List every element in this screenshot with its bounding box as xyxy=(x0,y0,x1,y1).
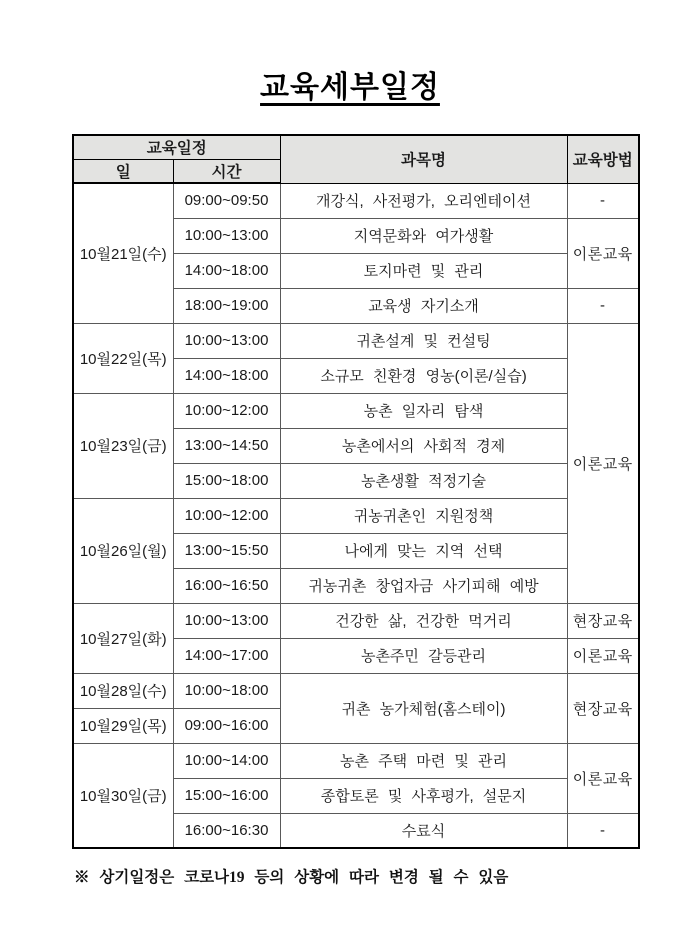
subject-cell: 종합토론 및 사후평가, 설문지 xyxy=(280,778,567,813)
header-subject: 과목명 xyxy=(280,135,567,183)
day-cell: 10월22일(목) xyxy=(73,323,173,393)
time-cell: 09:00~16:00 xyxy=(173,708,280,743)
subject-cell: 토지마련 및 관리 xyxy=(280,253,567,288)
method-cell: 이론교육 xyxy=(567,638,639,673)
time-cell: 10:00~12:00 xyxy=(173,498,280,533)
method-cell: 이론교육 xyxy=(567,323,639,603)
header-day: 일 xyxy=(73,159,173,183)
page-title: 교육세부일정 xyxy=(260,71,440,104)
subject-cell: 지역문화와 여가생활 xyxy=(280,218,567,253)
day-cell: 10월27일(화) xyxy=(73,603,173,673)
method-cell: - xyxy=(567,288,639,323)
subject-cell: 나에게 맞는 지역 선택 xyxy=(280,533,567,568)
time-cell: 14:00~17:00 xyxy=(173,638,280,673)
time-cell: 18:00~19:00 xyxy=(173,288,280,323)
method-cell: - xyxy=(567,183,639,218)
time-cell: 14:00~18:00 xyxy=(173,358,280,393)
method-cell: 현장교육 xyxy=(567,673,639,743)
subject-cell: 귀촌설계 및 컨설팅 xyxy=(280,323,567,358)
table-row xyxy=(73,743,639,778)
header-time: 시간 xyxy=(173,159,280,183)
table-row xyxy=(73,673,639,708)
time-cell: 10:00~14:00 xyxy=(173,743,280,778)
schedule-table xyxy=(72,134,640,849)
subject-cell: 농촌 일자리 탐색 xyxy=(280,393,567,428)
time-cell: 16:00~16:50 xyxy=(173,568,280,603)
time-cell: 16:00~16:30 xyxy=(173,813,280,848)
table-header xyxy=(73,135,639,183)
time-cell: 10:00~13:00 xyxy=(173,603,280,638)
day-cell: 10월23일(금) xyxy=(73,393,173,498)
time-cell: 14:00~18:00 xyxy=(173,253,280,288)
day-cell: 10월28일(수) xyxy=(73,673,173,708)
subject-cell: 귀농귀촌인 지원정책 xyxy=(280,498,567,533)
time-cell: 10:00~13:00 xyxy=(173,323,280,358)
time-cell: 10:00~13:00 xyxy=(173,218,280,253)
header-method: 교육방법 xyxy=(567,135,639,183)
table-row xyxy=(73,323,639,358)
table-row xyxy=(73,183,639,218)
table-row xyxy=(73,393,639,428)
subject-cell: 수료식 xyxy=(280,813,567,848)
time-cell: 10:00~18:00 xyxy=(173,673,280,708)
method-cell: 이론교육 xyxy=(567,743,639,813)
header-schedule: 교육일정 xyxy=(73,135,280,159)
table-row xyxy=(73,603,639,638)
day-cell: 10월26일(월) xyxy=(73,498,173,603)
day-cell: 10월30일(금) xyxy=(73,743,173,848)
time-cell: 13:00~14:50 xyxy=(173,428,280,463)
subject-cell: 농촌주민 갈등관리 xyxy=(280,638,567,673)
subject-cell: 농촌에서의 사회적 경제 xyxy=(280,428,567,463)
subject-cell: 소규모 친환경 영농(이론/실습) xyxy=(280,358,567,393)
time-cell: 15:00~16:00 xyxy=(173,778,280,813)
time-cell: 09:00~09:50 xyxy=(173,183,280,218)
subject-cell: 교육생 자기소개 xyxy=(280,288,567,323)
subject-cell: 건강한 삶, 건강한 먹거리 xyxy=(280,603,567,638)
subject-cell: 귀농귀촌 창업자금 사기피해 예방 xyxy=(280,568,567,603)
table-row xyxy=(73,498,639,533)
subject-cell: 농촌 주택 마련 및 관리 xyxy=(280,743,567,778)
day-cell: 10월29일(목) xyxy=(73,708,173,743)
method-cell: 이론교육 xyxy=(567,218,639,288)
time-cell: 13:00~15:50 xyxy=(173,533,280,568)
footnote: ※ 상기일정은 코로나19 등의 상황에 따라 변경 될 수 있음 xyxy=(74,869,509,886)
subject-cell: 농촌생활 적정기술 xyxy=(280,463,567,498)
subject-cell: 귀촌 농가체험(홈스테이) xyxy=(280,673,567,743)
method-cell: 현장교육 xyxy=(567,603,639,638)
subject-cell: 개강식, 사전평가, 오리엔테이션 xyxy=(280,183,567,218)
time-cell: 15:00~18:00 xyxy=(173,463,280,498)
time-cell: 10:00~12:00 xyxy=(173,393,280,428)
day-cell: 10월21일(수) xyxy=(73,183,173,323)
method-cell: - xyxy=(567,813,639,848)
